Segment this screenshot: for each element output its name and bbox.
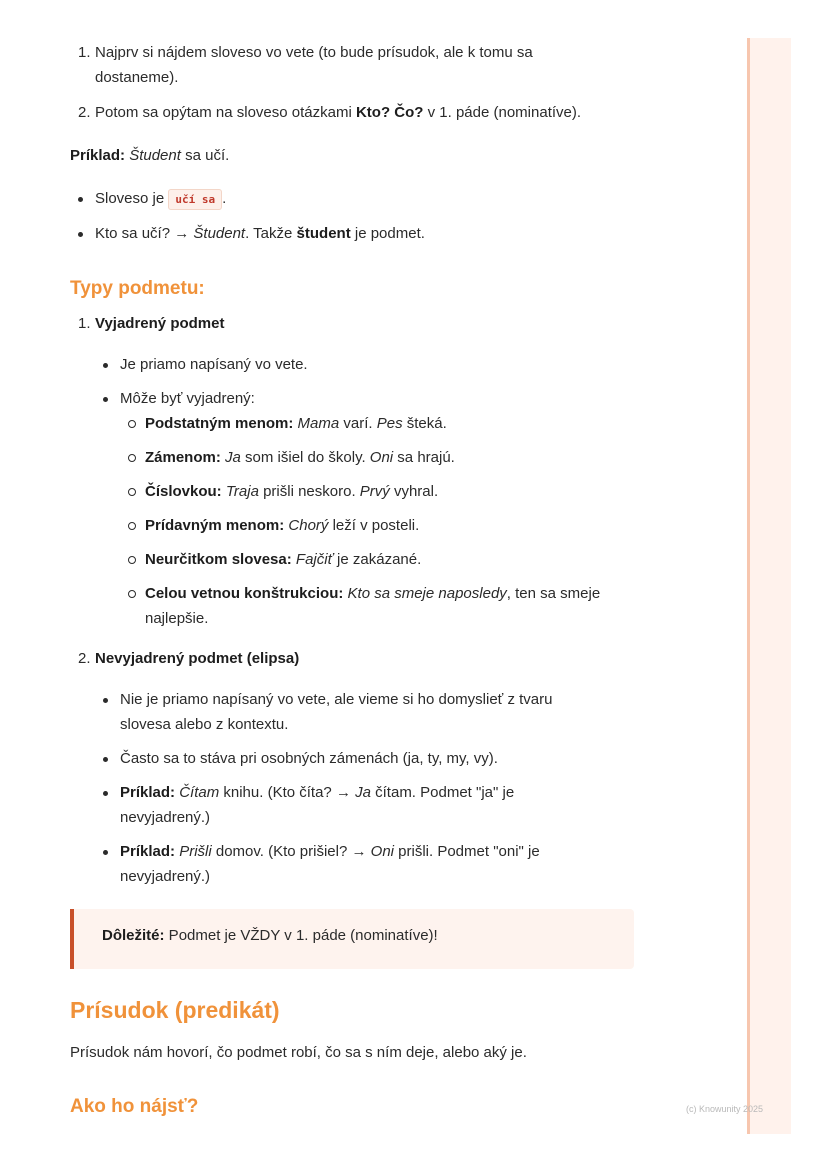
- list-item: [70, 687, 640, 737]
- right-margin-rule: [747, 38, 750, 1134]
- steps-list: [70, 40, 640, 125]
- type-title: Vyjadrený podmet: [95, 315, 225, 332]
- sub-text: prišli neskoro.: [258, 483, 360, 500]
- example-text: sa učí.: [180, 147, 230, 164]
- list-text: Nie je priamo napísaný vo vete, ale vieme si ho domyslieť z tvaru: [120, 691, 553, 708]
- type-number: 1.: [78, 315, 91, 332]
- list-italic: Ja: [355, 784, 371, 801]
- subheading: Ako ho nájsť?: [70, 1096, 199, 1117]
- step-item: [70, 40, 640, 90]
- step-number: 2.: [78, 104, 91, 121]
- callout-text: Podmet je VŽDY v 1. páde (nominatíve)!: [164, 927, 438, 944]
- sub-text: sa hrajú.: [393, 449, 455, 466]
- list-bold: Príklad:: [120, 843, 176, 860]
- sub-text: vyhral.: [389, 483, 439, 500]
- list-text: slovesa alebo z kontextu.: [120, 716, 289, 733]
- sub-bold: Celou vetnou konštrukciou:: [145, 585, 344, 602]
- sub-italic: Chorý: [288, 517, 329, 534]
- list-item: [70, 839, 640, 889]
- sub-bold: Číslovkou:: [145, 483, 222, 500]
- list-item: [70, 221, 640, 246]
- sub-italic: Ja: [225, 449, 241, 466]
- right-margin-band: [747, 38, 791, 1134]
- sub-bold: Neurčitkom slovesa:: [145, 551, 292, 568]
- sub-italic: Mama: [297, 415, 340, 432]
- list-text: domov. (Kto prišiel? →: [211, 843, 371, 860]
- list-item: [70, 746, 640, 771]
- sublist-item: [70, 513, 640, 538]
- sub-bold: Prídavným menom:: [145, 517, 285, 534]
- step-item: [70, 100, 640, 125]
- list-text: čítam. Podmet "ja" je: [370, 784, 515, 801]
- type2-bullets: [70, 687, 640, 889]
- list-text: prišli. Podmet "oni" je: [394, 843, 540, 860]
- step-text: v 1. páde (nominatíve).: [423, 104, 582, 121]
- list-item: [70, 386, 640, 411]
- sub-text: varí.: [339, 415, 377, 432]
- list-bold: Príklad:: [120, 784, 176, 801]
- step-text: dostaneme).: [95, 69, 179, 86]
- list-item: [70, 780, 640, 830]
- list-item: [70, 186, 640, 212]
- document-body: [70, 40, 640, 1119]
- sub-text: leží v posteli.: [328, 517, 420, 534]
- callout-label: Dôležité:: [102, 927, 165, 944]
- list-text: je podmet.: [350, 225, 425, 242]
- list-text: Môže byť vyjadrený:: [120, 390, 255, 407]
- example-italic: Študent: [129, 147, 181, 164]
- sub-text: je zakázané.: [332, 551, 422, 568]
- step-text: Najprv si nájdem sloveso vo vete (to bude prísudok, ale k tomu sa: [95, 44, 533, 61]
- sub-bold: Podstatným menom:: [145, 415, 294, 432]
- sub-text: najlepšie.: [145, 610, 209, 627]
- example-paragraph: [70, 143, 640, 168]
- list-text: .: [222, 190, 227, 207]
- sub-italic: Pes: [376, 415, 403, 432]
- list-text: Je priamo napísaný vo vete.: [120, 356, 308, 373]
- sub-italic: Oni: [369, 449, 394, 466]
- list-bold: študent: [296, 225, 351, 242]
- list-text: Sloveso je: [95, 190, 169, 207]
- types-heading: Typy podmetu:: [70, 278, 205, 299]
- sub-italic: Traja: [225, 483, 259, 500]
- sublist-item: [70, 581, 640, 631]
- type2-title: [70, 646, 640, 671]
- list-italic: Prišli: [179, 843, 212, 860]
- sublist-item: [70, 547, 640, 572]
- sub-text: , ten sa smeje: [506, 585, 601, 602]
- sub-text: šteká.: [402, 415, 447, 432]
- sublist-item: [70, 411, 640, 436]
- list-text: Často sa to stáva pri osobných zámenách (ja, ty, my, vy).: [120, 750, 498, 767]
- list-text: Kto sa učí? →: [95, 225, 194, 242]
- sublist-item: [70, 479, 640, 504]
- list-text: knihu. (Kto číta? →: [219, 784, 356, 801]
- example-label: Príklad:: [70, 147, 126, 164]
- list-text: nevyjadrený.): [120, 868, 211, 885]
- sub-italic: Kto sa smeje naposledy: [347, 585, 507, 602]
- section-heading: Prísudok (predikát): [70, 997, 280, 1023]
- type1-bullets: [70, 352, 640, 631]
- sub-text: som išiel do školy.: [240, 449, 370, 466]
- list-text: nevyjadrený.): [120, 809, 211, 826]
- section-paragraph: Prísudok nám hovorí, čo podmet robí, čo sa s ním deje, alebo aký je.: [70, 1044, 527, 1061]
- sub-italic: Fajčiť: [295, 551, 333, 568]
- type-number: 2.: [78, 650, 91, 667]
- type1-title: [70, 311, 640, 336]
- type1-sublist: [70, 411, 640, 631]
- important-callout: [70, 909, 634, 969]
- footer-copyright: (c) Knowunity 2025: [686, 1104, 764, 1114]
- step-bold: Kto? Čo?: [355, 104, 424, 121]
- list-italic: Čítam: [179, 784, 220, 801]
- sublist-item: [70, 445, 640, 470]
- type-title: Nevyjadrený podmet (elipsa): [95, 650, 300, 667]
- sub-bold: Zámenom:: [145, 449, 221, 466]
- list-italic: Študent: [193, 225, 246, 242]
- inline-code: učí sa: [168, 189, 222, 210]
- example-bullets: [70, 186, 640, 246]
- list-item: [70, 352, 640, 377]
- list-text: . Takže: [245, 225, 297, 242]
- step-number: 1.: [78, 44, 91, 61]
- sub-italic: Prvý: [359, 483, 390, 500]
- list-italic: Oni: [370, 843, 394, 860]
- step-text: Potom sa opýtam na sloveso otázkami: [95, 104, 356, 121]
